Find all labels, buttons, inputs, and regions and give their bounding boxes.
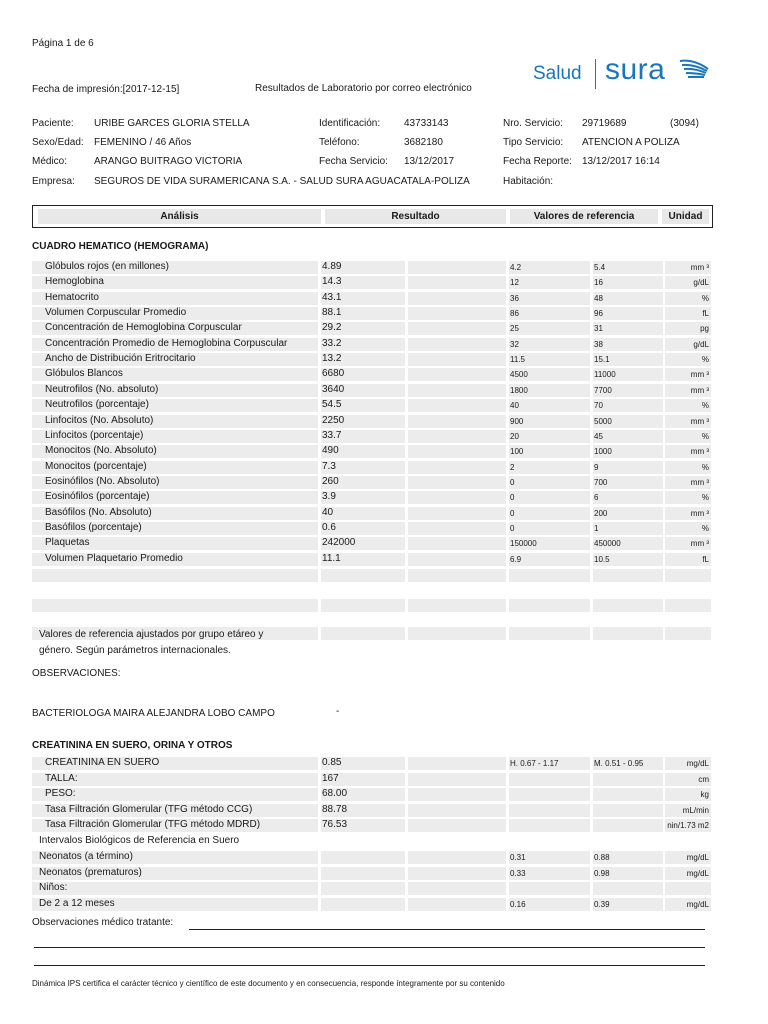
hemograma-row-ref-max: 70	[594, 401, 603, 411]
hemograma-row-ref-min: 0	[510, 523, 515, 533]
row-shade	[408, 261, 506, 274]
hemograma-row-name: Glóbulos Blancos	[45, 368, 123, 380]
hemograma-row-unit: mm ³	[690, 447, 709, 457]
row-shade	[408, 445, 506, 458]
telefono-value: 3682180	[404, 137, 443, 148]
hemograma-row-value: 3640	[322, 383, 345, 395]
document-title: Resultados de Laboratorio por correo electrónico	[255, 83, 472, 94]
creatinina-row-ref-max: M. 0.51 - 0.95	[594, 759, 644, 768]
ident-value: 43733143	[404, 118, 449, 129]
logo-salud-text: Salud	[533, 63, 582, 84]
sexo-label: Sexo/Edad:	[32, 137, 84, 148]
creatinina-title: CREATININA EN SUERO, ORINA Y OTROS	[32, 740, 233, 751]
intervalo-row-ref-max: 0.88	[594, 853, 610, 862]
row-shade	[321, 898, 405, 911]
creatinina-row-unit: mg/dL	[686, 759, 709, 768]
row-shade	[665, 627, 711, 640]
row-shade	[593, 627, 663, 640]
hemograma-row-name: Basófilos (porcentaje)	[45, 521, 142, 533]
print-date: Fecha de impresión:[2017-12-15]	[32, 84, 180, 95]
ref-note-line2: género. Según parámetros internacionales.	[39, 645, 231, 656]
hemograma-row-name: Monocitos (porcentaje)	[45, 460, 147, 472]
row-shade	[593, 804, 663, 817]
creatinina-row-unit: nin/1.73 m2	[667, 821, 709, 830]
obs-line-2	[34, 947, 705, 948]
hemograma-row-name: Ancho de Distribución Eritrocitario	[45, 353, 196, 365]
hemograma-row-ref-min: 4500	[510, 370, 528, 380]
creatinina-row-ref-min: H. 0.67 - 1.17	[510, 759, 559, 768]
hemograma-row-unit: mm ³	[690, 370, 709, 380]
tipo-servicio-label: Tipo Servicio:	[503, 137, 564, 148]
hemograma-row-unit: mm ³	[690, 539, 709, 549]
creatinina-row-name: Tasa Filtración Glomerular (TFG método MDRD)	[45, 819, 261, 830]
row-shade	[408, 819, 506, 832]
row-shade	[593, 599, 663, 612]
hemograma-row-name: Neutrofilos (porcentaje)	[45, 399, 149, 411]
row-shade	[408, 461, 506, 474]
hemograma-row-ref-min: 150000	[510, 539, 537, 549]
hemograma-row-value: 29.2	[322, 322, 342, 334]
row-shade	[593, 322, 663, 335]
signature-dash: -	[336, 706, 340, 717]
row-shade	[593, 461, 663, 474]
hemograma-row-name: Volumen Plaquetario Promedio	[45, 552, 183, 564]
hemograma-row-unit: g/dL	[693, 339, 709, 349]
hemograma-row-value: 11.1	[322, 552, 341, 564]
row-shade	[593, 276, 663, 289]
logo-sura-text: sura	[605, 53, 666, 86]
row-shade	[408, 491, 506, 504]
hemograma-row-unit: %	[701, 523, 709, 533]
hemograma-row-ref-min: 20	[510, 431, 519, 441]
hemograma-row-unit: %	[701, 493, 709, 503]
hemograma-row-value: 6680	[322, 368, 345, 380]
row-shade	[408, 368, 506, 381]
row-shade	[593, 307, 663, 320]
hemograma-row-ref-max: 31	[594, 324, 603, 334]
row-shade	[509, 261, 590, 274]
row-shade	[509, 773, 590, 786]
hemograma-row-name: Volumen Corpuscular Promedio	[45, 307, 187, 319]
row-shade	[408, 788, 506, 801]
hemograma-row-value: 13.2	[322, 353, 342, 365]
hemograma-row-ref-min: 12	[510, 278, 519, 288]
paciente-value: URIBE GARCES GLORIA STELLA	[94, 118, 250, 129]
hemograma-row-ref-min: 11.5	[510, 355, 525, 365]
row-shade	[321, 507, 405, 520]
row-shade	[408, 867, 506, 880]
hemograma-row-ref-min: 1800	[510, 385, 528, 395]
hemograma-row-unit: %	[701, 431, 709, 441]
sexo-value: FEMENINO / 46 Años	[94, 137, 192, 148]
hemograma-row-ref-max: 5.4	[594, 263, 606, 272]
row-shade	[509, 553, 590, 566]
ident-label: Identificación:	[319, 118, 381, 129]
hemograma-row-ref-max: 11000	[594, 370, 616, 380]
row-shade	[321, 599, 405, 612]
creatinina-row-value: 76.53	[322, 819, 348, 830]
hemograma-row-ref-min: 0	[510, 477, 515, 487]
hemograma-row-unit: mm ³	[690, 416, 709, 426]
hemograma-row-value: 490	[322, 445, 339, 457]
row-shade	[509, 569, 590, 582]
intervalo-row-name: Niños:	[39, 882, 68, 893]
row-shade	[408, 307, 506, 320]
header-unidad: Unidad	[662, 209, 709, 224]
row-shade	[509, 322, 590, 335]
intervalo-row-unit: mg/dL	[686, 853, 709, 862]
hemograma-title: CUADRO HEMATICO (HEMOGRAMA)	[32, 241, 209, 252]
fecha-reporte-label: Fecha Reporte:	[503, 156, 572, 167]
obs-line-1	[189, 929, 705, 930]
row-shade	[509, 476, 590, 489]
hemograma-row-name: Linfocitos (porcentaje)	[45, 429, 144, 441]
hemograma-row-value: 33.2	[322, 337, 342, 349]
hemograma-row-unit: %	[701, 401, 709, 411]
hemograma-row-ref-max: 5000	[594, 416, 612, 426]
row-shade	[509, 292, 590, 305]
row-shade	[509, 882, 590, 895]
hemograma-row-ref-max: 38	[594, 339, 603, 349]
row-shade	[408, 757, 506, 770]
hemograma-row-ref-min: 2	[510, 462, 515, 472]
row-shade	[509, 399, 590, 412]
hemograma-row-unit: g/dL	[693, 278, 709, 288]
logo-wing-icon	[678, 55, 712, 85]
hemograma-row-unit: mm ³	[690, 508, 709, 518]
hemograma-row-name: Basófilos (No. Absoluto)	[45, 506, 152, 518]
row-shade	[408, 898, 506, 911]
hemograma-row-value: 242000	[322, 537, 356, 549]
row-shade	[509, 507, 590, 520]
hemograma-row-value: 7.3	[322, 460, 336, 472]
hemograma-row-ref-max: 96	[594, 309, 603, 319]
hemograma-row-unit: fL	[702, 309, 709, 319]
row-shade	[509, 430, 590, 443]
row-shade	[509, 522, 590, 535]
hemograma-row-ref-min: 0	[510, 508, 515, 518]
row-shade	[408, 276, 506, 289]
empresa-label: Empresa:	[32, 176, 75, 187]
hemograma-row-unit: %	[701, 293, 709, 303]
row-shade	[665, 599, 711, 612]
hemograma-row-ref-max: 10.5	[594, 554, 610, 564]
row-shade	[321, 627, 405, 640]
row-shade	[321, 882, 405, 895]
fecha-servicio-value: 13/12/2017	[404, 156, 455, 167]
page-indicator: Página 1 de 6	[32, 38, 94, 49]
results-table-header	[32, 205, 713, 228]
nro-servicio-code: (3094)	[670, 118, 699, 129]
row-shade	[593, 491, 663, 504]
hemograma-row-ref-min: 32	[510, 339, 519, 349]
row-shade	[509, 627, 590, 640]
hemograma-row-ref-max: 48	[594, 293, 603, 303]
row-shade	[509, 819, 590, 832]
header-referencia: Valores de referencia	[510, 209, 658, 224]
paciente-label: Paciente:	[32, 118, 74, 129]
hemograma-row-ref-max: 16	[594, 278, 603, 288]
row-shade	[408, 415, 506, 428]
row-shade	[593, 430, 663, 443]
medico-value: ARANGO BUITRAGO VICTORIA	[94, 156, 243, 167]
row-shade	[593, 773, 663, 786]
tipo-servicio-value: ATENCION A POLIZA	[582, 137, 680, 148]
intervalo-row-name: Neonatos (prematuros)	[39, 866, 142, 878]
row-shade	[593, 292, 663, 305]
creatinina-row-unit: kg	[700, 790, 709, 799]
intervalo-row-ref-min: 0.16	[510, 899, 526, 909]
row-shade	[321, 569, 405, 582]
intervalo-row-name: De 2 a 12 meses	[39, 897, 115, 909]
hemograma-row-unit: mm ³	[690, 385, 709, 395]
header-resultado: Resultado	[325, 209, 506, 224]
row-shade	[408, 599, 506, 612]
creatinina-row-unit: mL/min	[682, 805, 709, 815]
hemograma-row-value: 43.1	[322, 291, 342, 303]
habitacion-label: Habitación:	[503, 176, 554, 187]
hemograma-row-ref-min: 6.9	[510, 554, 522, 564]
row-shade	[593, 569, 663, 582]
row-shade	[408, 476, 506, 489]
hemograma-row-name: Glóbulos rojos (en millones)	[45, 261, 169, 272]
nro-servicio-label: Nro. Servicio:	[503, 118, 564, 129]
row-shade	[408, 399, 506, 412]
hemograma-row-ref-min: 86	[510, 309, 519, 319]
hemograma-row-ref-min: 40	[510, 401, 519, 411]
creatinina-row-name: PESO:	[45, 788, 76, 799]
creatinina-row-unit: cm	[698, 774, 709, 784]
row-shade	[408, 322, 506, 335]
row-shade	[509, 788, 590, 801]
hemograma-row-name: Hemoglobina	[45, 276, 104, 288]
row-shade	[408, 569, 506, 582]
row-shade	[32, 599, 318, 612]
hemograma-row-value: 3.9	[322, 491, 336, 503]
row-shade	[408, 553, 506, 566]
hemograma-row-unit: mm ³	[690, 263, 709, 272]
observaciones-label: OBSERVACIONES:	[32, 668, 121, 679]
hemograma-row-name: Hematocrito	[45, 291, 99, 303]
row-shade	[408, 353, 506, 366]
hemograma-row-name: Eosinófilos (No. Absoluto)	[45, 475, 160, 487]
row-shade	[408, 627, 506, 640]
hemograma-row-ref-max: 45	[594, 431, 603, 441]
row-shade	[509, 338, 590, 351]
row-shade	[593, 399, 663, 412]
hemograma-row-name: Linfocitos (No. Absoluto)	[45, 414, 154, 426]
hemograma-row-unit: mm ³	[690, 477, 709, 487]
hemograma-row-ref-max: 9	[594, 462, 599, 472]
row-shade	[593, 819, 663, 832]
hemograma-row-value: 88.1	[322, 307, 342, 319]
intervalo-row-ref-max: 0.98	[594, 868, 610, 878]
creatinina-row-value: 0.85	[322, 757, 342, 768]
hemograma-row-ref-max: 450000	[594, 539, 621, 549]
hemograma-row-ref-max: 700	[594, 477, 608, 487]
row-shade	[408, 522, 506, 535]
row-shade	[321, 851, 405, 864]
telefono-label: Teléfono:	[319, 137, 360, 148]
hemograma-row-name: Monocitos (No. Absoluto)	[45, 445, 157, 457]
row-shade	[593, 338, 663, 351]
row-shade	[593, 522, 663, 535]
intervalo-row-ref-min: 0.33	[510, 868, 526, 878]
hemograma-row-ref-max: 200	[594, 508, 608, 518]
row-shade	[408, 292, 506, 305]
hemograma-row-value: 33.7	[322, 429, 342, 441]
obs-medico-label: Observaciones médico tratante:	[32, 917, 174, 928]
sura-logo	[533, 53, 713, 93]
row-shade	[408, 507, 506, 520]
row-shade	[509, 276, 590, 289]
creatinina-row-name: Tasa Filtración Glomerular (TFG método CCG)	[45, 803, 253, 815]
row-shade	[408, 537, 506, 550]
row-shade	[408, 384, 506, 397]
row-shade	[509, 307, 590, 320]
hemograma-row-value: 14.3	[322, 276, 342, 288]
row-shade	[321, 867, 405, 880]
hemograma-row-ref-min: 36	[510, 293, 519, 303]
creatinina-row-value: 88.78	[322, 803, 348, 815]
hemograma-row-ref-max: 6	[594, 493, 599, 503]
row-shade	[32, 569, 318, 582]
intervalo-row-unit: mg/dL	[686, 868, 709, 878]
intervalo-row-ref-max: 0.39	[594, 899, 610, 909]
row-shade	[408, 851, 506, 864]
row-shade	[665, 569, 711, 582]
row-shade	[408, 773, 506, 786]
hemograma-row-ref-min: 4.2	[510, 263, 522, 272]
hemograma-row-ref-min: 100	[510, 447, 524, 457]
row-shade	[509, 599, 590, 612]
intervalo-row-ref-min: 0.31	[510, 853, 526, 862]
ref-note-line1: Valores de referencia ajustados por grupo etáreo y	[39, 629, 264, 640]
hemograma-row-name: Concentración de Hemoglobina Corpuscular	[45, 322, 242, 334]
hemograma-row-name: Concentración Promedio de Hemoglobina Corpuscular	[45, 337, 288, 349]
creatinina-row-value: 167	[322, 772, 339, 784]
row-shade	[509, 491, 590, 504]
hemograma-row-value: 260	[322, 475, 339, 487]
row-shade	[509, 461, 590, 474]
header-analisis: Análisis	[38, 209, 321, 224]
row-shade	[593, 788, 663, 801]
hemograma-row-value: 54.5	[322, 399, 342, 411]
hemograma-row-unit: fL	[702, 554, 709, 564]
row-shade	[32, 882, 318, 895]
hemograma-row-name: Neutrofilos (No. absoluto)	[45, 383, 159, 395]
hemograma-row-value: 0.6	[322, 521, 336, 533]
creatinina-row-name: CREATININA EN SUERO	[45, 757, 160, 768]
intervalo-row-name: Neonatos (a término)	[39, 851, 133, 862]
row-shade	[408, 338, 506, 351]
hemograma-row-name: Eosinófilos (porcentaje)	[45, 491, 150, 503]
bacteriologa-name: BACTERIOLOGA MAIRA ALEJANDRA LOBO CAMPO	[32, 708, 275, 719]
fecha-reporte-value: 13/12/2017 16:14	[582, 156, 660, 167]
hemograma-row-ref-min: 900	[510, 416, 524, 426]
intervalos-label: Intervalos Biológicos de Referencia en Suero	[39, 835, 240, 846]
hemograma-row-unit: %	[701, 462, 709, 472]
hemograma-row-value: 40	[322, 506, 334, 518]
row-shade	[665, 882, 711, 895]
hemograma-row-unit: pg	[700, 324, 709, 334]
hemograma-row-ref-max: 7700	[594, 385, 612, 395]
logo-divider	[595, 59, 596, 89]
row-shade	[408, 430, 506, 443]
hemograma-row-unit: %	[701, 355, 709, 365]
hemograma-row-ref-max: 1	[594, 523, 599, 533]
nro-servicio-value: 29719689	[582, 118, 627, 129]
medico-label: Médico:	[32, 156, 68, 167]
hemograma-row-ref-max: 15.1	[594, 355, 610, 365]
footer-certification: Dinámica IPS certifica el carácter técnico y científico de este documento y en consecuencia, responde íntegramente por su contenido	[32, 979, 505, 988]
hemograma-row-name: Plaquetas	[45, 537, 90, 549]
intervalo-row-unit: mg/dL	[686, 899, 709, 909]
hemograma-row-value: 2250	[322, 414, 345, 426]
creatinina-row-value: 68.00	[322, 788, 348, 799]
hemograma-row-value: 4.89	[322, 261, 342, 272]
creatinina-row-name: TALLA:	[45, 772, 78, 784]
empresa-value: SEGUROS DE VIDA SURAMERICANA S.A. - SALUD SURA AGUACATALA-POLIZA	[94, 176, 470, 187]
row-shade	[408, 804, 506, 817]
row-shade	[509, 804, 590, 817]
row-shade	[408, 882, 506, 895]
row-shade	[593, 882, 663, 895]
hemograma-row-ref-min: 0	[510, 493, 515, 503]
obs-line-3	[34, 965, 705, 966]
hemograma-row-ref-max: 1000	[594, 447, 612, 457]
fecha-servicio-label: Fecha Servicio:	[319, 156, 388, 167]
hemograma-row-ref-min: 25	[510, 324, 519, 334]
